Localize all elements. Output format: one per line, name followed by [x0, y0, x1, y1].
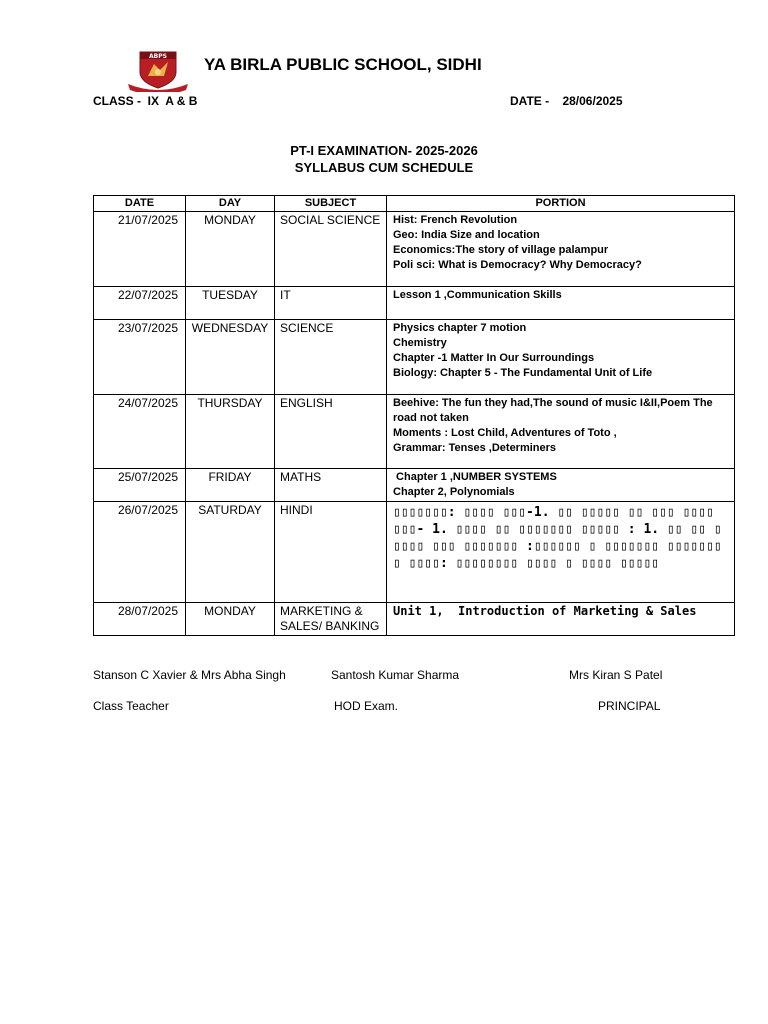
row-subject: SCIENCE	[275, 320, 387, 395]
row-day: MONDAY	[186, 212, 275, 287]
row-portion	[387, 320, 735, 395]
portion-line: Chemistry	[393, 337, 447, 349]
row-day: WEDNESDAY	[186, 320, 275, 395]
row-portion: ▯▯▯▯▯▯▯: ▯▯▯▯ ▯▯▯-1. ▯▯ ▯▯▯▯▯ ▯▯ ▯▯▯ ▯▯▯▯ ▯▯▯- 1. ▯▯▯▯ ▯▯ ▯▯▯▯▯▯▯ ▯▯▯▯▯ : 1. ▯▯ ▯▯ ▯▯▯▯▯ ▯▯▯ ▯▯▯▯▯▯▯ :▯▯▯▯▯▯ ▯ ▯▯▯▯▯▯▯ ▯▯▯▯▯▯▯▯ ▯▯▯▯: ▯▯▯▯▯▯▯▯ ▯▯▯▯ ▯ ▯▯▯▯ ▯▯▯▯▯	[387, 502, 735, 603]
hod-name: Santosh Kumar Sharma	[331, 668, 460, 682]
school-name: YA BIRLA PUBLIC SCHOOL, SIDHI	[204, 55, 482, 74]
header-subject: SUBJECT	[275, 196, 387, 212]
row-portion	[387, 212, 735, 287]
table-row	[94, 212, 735, 287]
portion-line: Moments : Lost Child, Adventures of Toto ,	[393, 427, 617, 439]
portion-line: Beehive: The fun they had,The sound of music I&II,Poem The road not taken	[393, 397, 713, 424]
row-portion	[387, 469, 735, 502]
portion-line: Biology: Chapter 5 - The Fundamental Unit of Life	[393, 367, 653, 379]
class-label: CLASS - IX A & B	[93, 94, 198, 108]
row-day: FRIDAY	[186, 469, 275, 502]
table-row	[94, 469, 735, 502]
row-subject: MARKETING & SALES/ BANKING	[275, 603, 387, 636]
portion-line: Lesson 1 ,Communication Skills	[393, 289, 562, 301]
portion-line: Chapter 2, Polynomials	[393, 486, 515, 498]
row-subject: IT	[275, 287, 387, 320]
table-row	[94, 603, 735, 636]
exam-title: PT-I EXAMINATION- 2025-2026	[290, 143, 478, 158]
hod-role: HOD Exam.	[334, 699, 399, 713]
school-logo	[126, 50, 190, 92]
row-portion: Unit 1, Introduction of Marketing & Sales	[387, 603, 735, 636]
exam-subtitle: SYLLABUS CUM SCHEDULE	[294, 160, 474, 175]
row-subject: ENGLISH	[275, 395, 387, 469]
header-date: DATE	[94, 196, 186, 212]
row-portion	[387, 287, 735, 320]
date-value: 28/06/2025	[562, 94, 623, 108]
principal-role: PRINCIPAL	[598, 699, 661, 713]
row-day: SATURDAY	[186, 502, 275, 603]
row-date: 22/07/2025	[94, 287, 186, 320]
portion-line: Grammar: Tenses ,Determiners	[393, 442, 557, 454]
portion-line: Poli sci: What is Democracy? Why Democracy?	[393, 259, 642, 271]
row-portion	[387, 395, 735, 469]
row-day: THURSDAY	[186, 395, 275, 469]
table-row	[94, 395, 735, 469]
table-row	[94, 287, 735, 320]
table-row	[94, 502, 735, 603]
header-portion: PORTION	[387, 196, 735, 212]
row-day: TUESDAY	[186, 287, 275, 320]
portion-line: Physics chapter 7 motion	[393, 322, 527, 334]
row-date: 24/07/2025	[94, 395, 186, 469]
row-date: 25/07/2025	[94, 469, 186, 502]
row-date: 26/07/2025	[94, 502, 186, 603]
row-subject: MATHS	[275, 469, 387, 502]
schedule-table	[93, 195, 735, 636]
row-subject: HINDI	[275, 502, 387, 603]
row-date: 21/07/2025	[94, 212, 186, 287]
portion-line: Hist: French Revolution	[393, 214, 518, 226]
row-day: MONDAY	[186, 603, 275, 636]
row-date: 23/07/2025	[94, 320, 186, 395]
date-line	[510, 94, 623, 108]
header-day: DAY	[186, 196, 275, 212]
portion-line: Chapter -1 Matter In Our Surroundings	[393, 352, 595, 364]
date-label: DATE -	[510, 94, 550, 108]
row-date: 28/07/2025	[94, 603, 186, 636]
class-teacher-role: Class Teacher	[93, 699, 169, 713]
portion-line: Economics:The story of village palampur	[393, 244, 609, 256]
logo-text: ABPS	[149, 53, 167, 60]
class-teacher-names: Stanson C Xavier & Mrs Abha Singh	[93, 668, 286, 682]
row-subject: SOCIAL SCIENCE	[275, 212, 387, 287]
table-row	[94, 320, 735, 395]
principal-name: Mrs Kiran S Patel	[569, 668, 663, 682]
table-header-row	[94, 196, 735, 212]
portion-line: Chapter 1 ,NUMBER SYSTEMS	[393, 471, 557, 483]
portion-line: Geo: India Size and location	[393, 229, 540, 241]
